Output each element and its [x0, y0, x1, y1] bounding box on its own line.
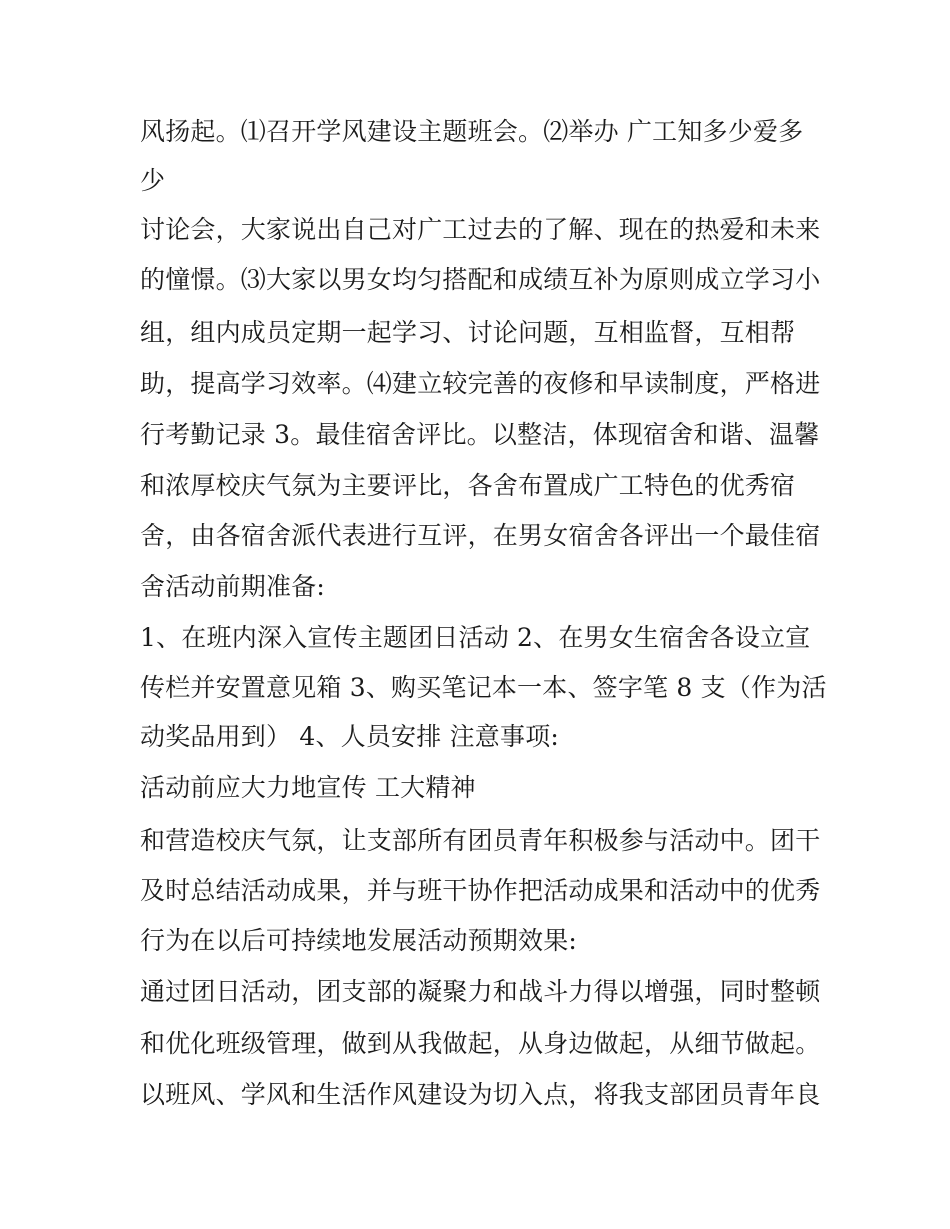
text-line: 讨论会，大家说出自己对广工过去的了解、现在的热爱和未来 — [140, 215, 821, 244]
text-line: 以班风、学风和生活作风建设为切入点，将我支部团员青年良 — [140, 1080, 821, 1109]
text-line: 通过团日活动，团支部的凝聚力和战斗力得以增强，同时整顿 — [140, 977, 821, 1006]
text-line: 的憧憬。⑶大家以男女均匀搭配和成绩互补为原则成立学习小 — [140, 265, 821, 294]
text-line: 行考勤记录 3。最佳宿舍评比。以整洁，体现宿舍和谐、温馨 — [140, 420, 820, 449]
text-line: 动奖品用到） 4、人员安排 注意事项: — [140, 722, 560, 751]
text-line: 和浓厚校庆气氛为主要评比，各舍布置成广工特色的优秀宿 — [140, 471, 796, 500]
text-line: 助，提高学习效率。⑷建立较完善的夜修和早读制度，严格进 — [140, 369, 821, 398]
text-line: 少 — [140, 166, 166, 195]
text-line: 1、在班内深入宣传主题团日活动 2、在男女生宿舍各设立宣 — [140, 623, 811, 652]
text-line: 和营造校庆气氛，让支部所有团员青年积极参与活动中。团干 — [140, 826, 821, 855]
text-line: 和优化班级管理，做到从我做起，从身边做起，从细节做起。 — [140, 1029, 821, 1058]
text-line: 传栏并安置意见箱 3、购买笔记本一本、签字笔 8 支（作为活 — [140, 673, 827, 702]
text-line: 组，组内成员定期一起学习、讨论问题，互相监督，互相帮 — [140, 318, 796, 347]
text-line: 风扬起。⑴召开学风建设主题班会。⑵举办 广工知多少爱多 — [140, 117, 804, 146]
text-line: 行为在以后可持续地发展活动预期效果: — [140, 926, 578, 955]
text-line: 活动前应大力地宣传 工大精神 — [140, 773, 476, 802]
text-line: 及时总结活动成果，并与班干协作把活动成果和活动中的优秀 — [140, 876, 821, 905]
text-line: 舍活动前期准备: — [140, 572, 326, 601]
text-line: 舍，由各宿舍派代表进行互评，在男女宿舍各评出一个最佳宿 — [140, 521, 821, 550]
